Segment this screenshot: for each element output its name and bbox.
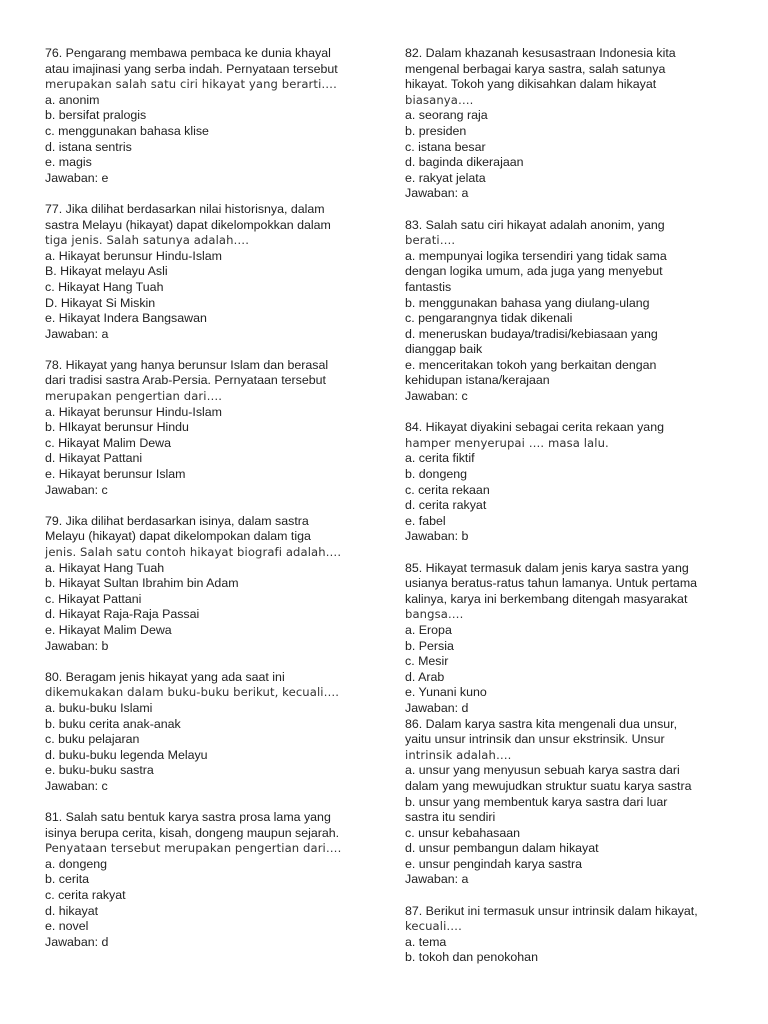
question-line: d. meneruskan budaya/tradisi/kebiasaan yang: [405, 326, 658, 341]
question-line: b. tokoh dan penokohan: [405, 950, 538, 965]
question-line: dianggap baik: [405, 342, 483, 357]
question-line: e. rakyat jelata: [405, 170, 486, 185]
question-line: mengenal berbagai karya sastra, salah satunya: [405, 61, 666, 76]
question-line: e. fabel: [405, 513, 446, 528]
question-line: c. istana besar: [405, 139, 486, 154]
question-block: [405, 420, 735, 545]
question-text: 76. Pengarang membawa pembaca ke dunia khayal: [45, 46, 331, 60]
question-line: Penyataan tersebut merupakan pengertian dari….: [45, 841, 342, 856]
question-line: e. Yunani kuno: [405, 685, 487, 700]
question-line: c. cerita rekaan: [405, 482, 490, 497]
question-line: Jawaban: a: [405, 186, 469, 201]
question-line: dengan logika umum, ada juga yang menyebut: [405, 264, 663, 279]
question-line: merupakan pengertian dari….: [45, 389, 223, 404]
question-line: Jawaban: a: [405, 872, 469, 887]
question-line: a. cerita fiktif: [405, 451, 475, 466]
question-line: c. menggunakan bahasa klise: [45, 123, 209, 138]
question-line: e. menceritakan tokoh yang berkaitan dengan: [405, 357, 657, 372]
question-line: Jawaban: d: [45, 934, 109, 949]
question-line: Jawaban: e: [45, 170, 109, 185]
question-line: sastra Melayu (hikayat) dapat dikelompokkan dalam: [45, 217, 331, 232]
question-line: Jawaban: b: [45, 638, 109, 653]
question-line: a. Eropa: [405, 622, 452, 637]
question-line: b. Hikayat Sultan Ibrahim bin Adam: [45, 576, 239, 591]
question-line: b. Persia: [405, 638, 454, 653]
question-line: c. Hikayat Hang Tuah: [45, 279, 164, 294]
right-column: [405, 46, 735, 966]
question-line: hikayat. Tokoh yang dikisahkan dalam hikayat: [405, 77, 657, 92]
question-block: [405, 717, 735, 889]
question-line: b. presiden: [405, 123, 467, 138]
question-line: d. Hikayat Raja-Raja Passai: [45, 607, 200, 622]
question-line: berati….: [405, 233, 456, 248]
question-text: 82. Dalam khazanah kesusastraan Indonesia kita: [405, 46, 676, 60]
question-text: 86. Dalam karya sastra kita mengenali dua unsur,: [405, 716, 678, 731]
question-line: c. pengarangnya tidak dikenali: [405, 311, 573, 326]
question-line: b. HIkayat berunsur Hindu: [45, 420, 189, 435]
question-text: 81. Salah satu bentuk karya sastra prosa lama yang: [45, 810, 331, 825]
question-line: dikemukakan dalam buku-buku berikut, kecuali….: [45, 685, 340, 700]
question-line: c. cerita rakyat: [45, 888, 126, 903]
question-line: Jawaban: c: [405, 389, 468, 404]
question-block: [405, 561, 735, 717]
question-line: a. dongeng: [45, 856, 108, 871]
question-line: e. magis: [45, 155, 92, 170]
question-line: a. seorang raja: [405, 108, 488, 123]
question-line: tiga jenis. Salah satunya adalah….: [45, 233, 250, 248]
question-line: biasanya….: [405, 92, 474, 107]
question-line: b. cerita: [45, 872, 90, 887]
question-line: dari tradisi sastra Arab-Persia. Pernyataan tersebut: [45, 373, 326, 388]
question-line: merupakan salah satu ciri hikayat yang berarti….: [45, 77, 337, 92]
question-line: bangsa….: [405, 607, 464, 622]
question-text: 77. Jika dilihat berdasarkan nilai historisnya, dalam: [45, 201, 325, 216]
question-line: B. Hikayat melayu Asli: [45, 264, 168, 279]
question-line: kalinya, karya ini berkembang ditengah masyarakat: [405, 591, 688, 606]
question-line: Melayu (hikayat) dapat dikelompokan dalam tiga: [45, 529, 311, 544]
question-line: a. Hikayat berunsur Hindu-Islam: [45, 248, 222, 263]
question-line: a. buku-buku Islami: [45, 700, 153, 715]
question-line: sastra itu sendiri: [405, 810, 496, 825]
question-block: [45, 202, 375, 342]
question-line: e. novel: [45, 919, 89, 934]
question-line: a. tema: [405, 934, 447, 949]
question-block: [45, 514, 375, 654]
question-line: fantastis: [405, 279, 452, 294]
question-block: [45, 670, 375, 795]
question-line: a. mempunyai logika tersendiri yang tidak sama: [405, 248, 667, 263]
question-text: 83. Salah satu ciri hikayat adalah anonim, yang: [405, 217, 665, 232]
left-column: [45, 46, 375, 950]
question-line: e. unsur pengindah karya sastra: [405, 856, 583, 871]
question-text: 78. Hikayat yang hanya berunsur Islam dan berasal: [45, 357, 329, 372]
question-line: e. Hikayat Malim Dewa: [45, 622, 172, 637]
question-line: e. Hikayat berunsur Islam: [45, 467, 186, 482]
question-block: [45, 358, 375, 498]
question-line: d. hikayat: [45, 903, 99, 918]
question-line: D. Hikayat Si Miskin: [45, 295, 156, 310]
question-line: c. buku pelajaran: [45, 732, 140, 747]
question-line: a. unsur yang menyusun sebuah karya sastra dari: [405, 763, 680, 778]
question-line: jenis. Salah satu contoh hikayat biografi adalah….: [45, 545, 342, 559]
question-block: [405, 904, 735, 966]
question-line: d. cerita rakyat: [405, 498, 487, 513]
question-line: kehidupan istana/kerajaan: [405, 373, 550, 388]
question-line: b. unsur yang membentuk karya sastra dari luar: [405, 794, 668, 809]
question-line: Jawaban: a: [45, 326, 109, 341]
question-block: [405, 46, 735, 202]
question-line: usianya beratus-ratus tahun lamanya. Untuk pertama: [405, 576, 698, 591]
question-block: [405, 218, 735, 405]
question-line: b. buku cerita anak-anak: [45, 716, 181, 731]
question-line: d. baginda dikerajaan: [405, 155, 524, 170]
question-line: yaitu unsur intrinsik dan unsur ekstrinsik. Unsur: [405, 732, 665, 747]
question-line: Jawaban: b: [405, 529, 469, 544]
question-line: c. Mesir: [405, 654, 449, 669]
question-line: Jawaban: c: [45, 482, 108, 497]
question-line: a. anonim: [45, 92, 100, 107]
question-line: b. dongeng: [405, 467, 468, 482]
question-line: hamper menyerupai …. masa lalu.: [405, 435, 609, 450]
question-line: e. buku-buku sastra: [45, 763, 154, 778]
question-text: 85. Hikayat termasuk dalam jenis karya sastra yang: [405, 560, 689, 575]
question-block: [45, 46, 375, 186]
question-line: isinya berupa cerita, kisah, dongeng maupun sejarah.: [45, 825, 340, 840]
question-line: d. istana sentris: [45, 139, 132, 154]
question-line: e. Hikayat Indera Bangsawan: [45, 311, 207, 326]
question-line: c. Hikayat Malim Dewa: [45, 435, 171, 450]
question-line: atau imajinasi yang serba indah. Pernyataan tersebut: [45, 61, 338, 76]
question-line: Jawaban: d: [405, 700, 469, 715]
question-line: d. Arab: [405, 669, 445, 684]
question-text: 87. Berikut ini termasuk unsur intrinsik dalam hikayat,: [405, 903, 698, 918]
question-block: [45, 810, 375, 950]
question-text: 79. Jika dilihat berdasarkan isinya, dalam sastra: [45, 513, 309, 528]
question-line: a. Hikayat berunsur Hindu-Islam: [45, 404, 222, 419]
question-line: d. buku-buku legenda Melayu: [45, 747, 208, 762]
question-line: c. Hikayat Pattani: [45, 591, 142, 606]
question-line: c. unsur kebahasaan: [405, 825, 521, 840]
question-line: b. bersifat pralogis: [45, 108, 147, 123]
question-line: kecuali….: [405, 919, 462, 934]
question-line: dalam yang mewujudkan struktur suatu karya sastra: [405, 778, 692, 793]
question-line: d. unsur pembangun dalam hikayat: [405, 841, 599, 856]
question-line: a. Hikayat Hang Tuah: [45, 560, 165, 575]
question-line: intrinsik adalah….: [405, 747, 512, 762]
question-line: d. Hikayat Pattani: [45, 451, 143, 466]
question-text: 80. Beragam jenis hikayat yang ada saat ini: [45, 669, 285, 684]
question-text: 84. Hikayat diyakini sebagai cerita rekaan yang: [405, 420, 664, 435]
question-line: Jawaban: c: [45, 778, 108, 793]
question-line: b. menggunakan bahasa yang diulang-ulang: [405, 295, 650, 310]
